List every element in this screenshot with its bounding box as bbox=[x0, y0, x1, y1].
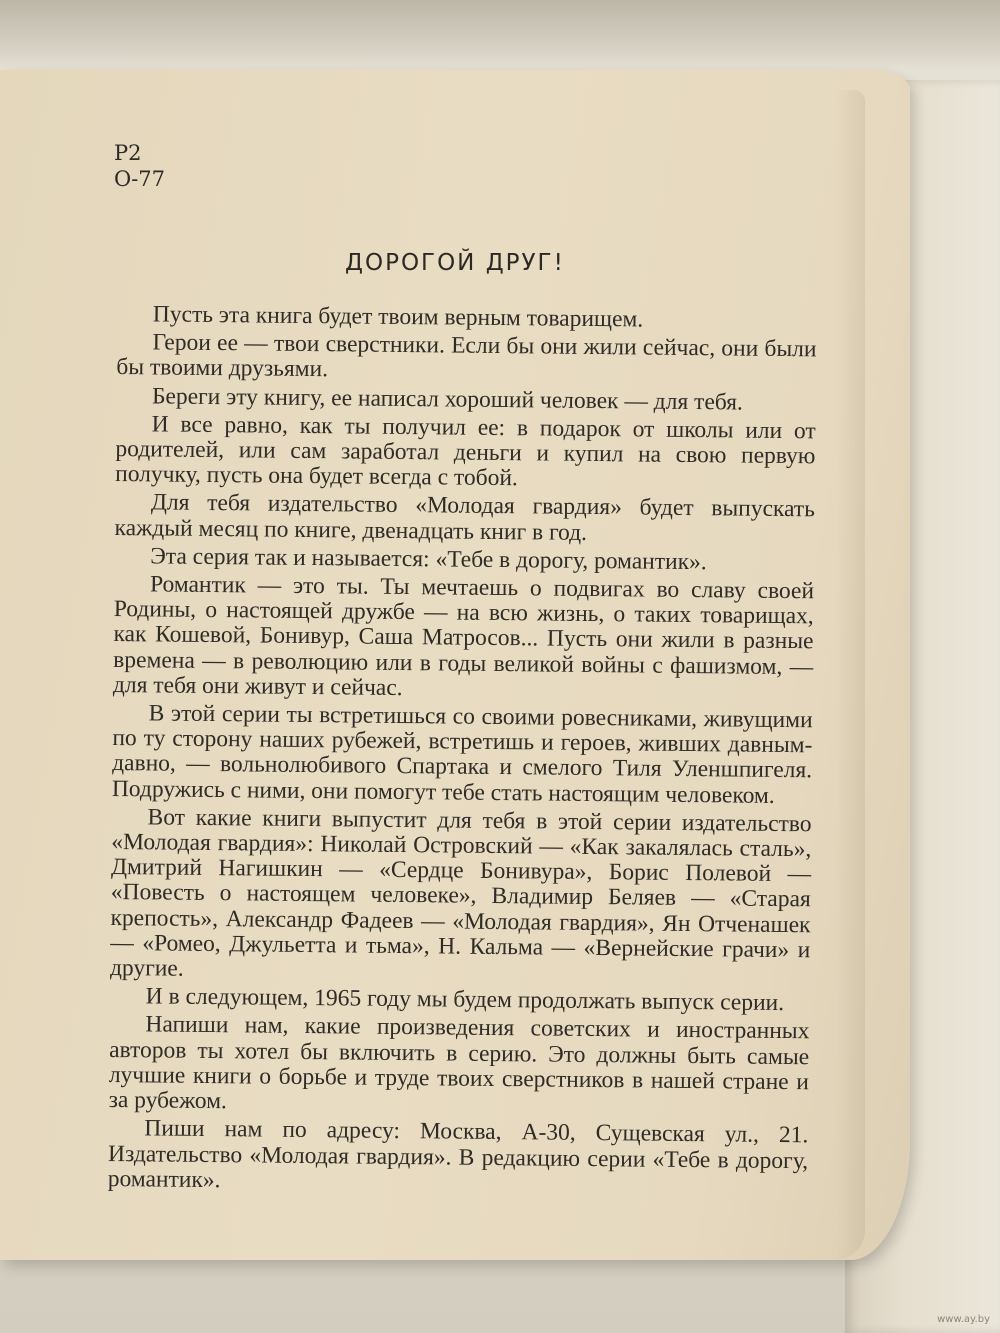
paragraph-10: И в следующем, 1965 году мы будем продолжать выпуск серии. bbox=[145, 983, 785, 1017]
paragraph-5: Для тебя издательство «Молодая гвардия» будет выпускать каждый месяц по книге, двенадцать книг в год. bbox=[114, 489, 815, 546]
paragraph-8: В этой серии ты встретишься со своими ровесниками, живущими по ту сторону наших рубежей, встретишь и героев, живших давным-давно, — вольнолюбивого Спартака и смелого Тиля Уленшпигеля. Подружись с ними, они помогут тебе стать настоящим человеком. bbox=[111, 700, 813, 809]
call-number-line-2: О-77 bbox=[114, 167, 166, 191]
paragraph-1: Пусть эта книга будет твоим верным товарищем. bbox=[152, 301, 644, 333]
paragraph-11: Напиши нам, какие произведения советских и иностранных авторов ты хотел бы включить в серию. Это должны быть самые лучшие книги о борьбе и труде твоих сверстников в нашей стране и за рубежом. bbox=[108, 1011, 810, 1115]
paragraph-7: Романтик — это ты. Ты мечтаешь о подвигах во славу своей Родины, о настоящей дружбе — на всю жизнь, о таких товарищах, как Кошевой, Бонивур, Саша Матросов... Пусть они жили в разные времена — в революцию или в годы великой войны с фашизмом, — для тебя они живут и сейчас. bbox=[112, 571, 815, 701]
paragraph-2: Герои ее — твои сверстники. Если бы они жили сейчас, они были бы твоими друзьями. bbox=[116, 329, 817, 383]
paragraph-3: Береги эту книгу, ее написал хороший человек — для тебя. bbox=[151, 382, 744, 416]
paragraph-6: Эта серия так и называется: «Тебе в дорогу, романтик». bbox=[150, 543, 707, 576]
paragraph-9: Вот какие книги выпустит для тебя в этой серии издательство «Молодая гвардия»: Николай Островский — «Как закалялась сталь», Дмитрий Нагишкин — «Сердце Бонивура», Борис Полевой — «Повесть о настоящем человеке», Владимир Беляев — «Старая крепость», Александр Фадеев — «Молодая гвардия», Ян Отченашек — «Ромео, Джульетта и тьма», Н. Кальма — «Вернейские грачи» и другие. bbox=[109, 804, 812, 982]
page-curl-shadow bbox=[835, 90, 865, 1260]
page-heading: ДОРОГОЙ ДРУГ! bbox=[345, 250, 565, 276]
paragraph-12: Пиши нам по адресу: Москва, А-30, Сущевская ул., 21. Издательство «Молодая гвардия». В редакцию серии «Тебе в дорогу, романтик». bbox=[107, 1115, 809, 1193]
library-call-number bbox=[114, 140, 165, 192]
paragraph-4: И все равно, как ты получил ее: в подарок от школы или от родителей, или сам заработал деньги и купил на свою первую получку, пусть она будет всегда с тобой. bbox=[115, 411, 816, 492]
site-watermark: www.ay.by bbox=[937, 1314, 990, 1325]
top-shadow bbox=[0, 0, 1000, 70]
call-number-line-1: Р2 bbox=[114, 141, 142, 165]
letter-body bbox=[108, 302, 817, 1202]
